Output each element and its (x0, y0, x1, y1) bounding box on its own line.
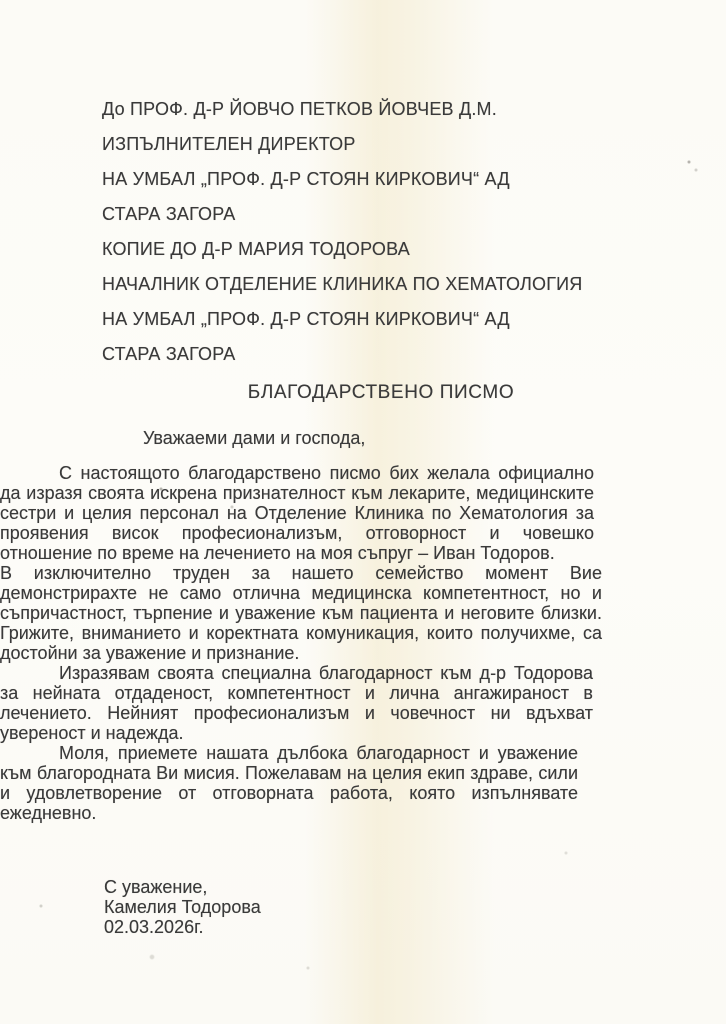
salutation: Уважаеми дами и господа, (143, 428, 366, 448)
signature-block (104, 877, 261, 937)
copy-line: КОПИЕ ДО Д-Р МАРИЯ ТОДОРОВА (102, 239, 410, 259)
signature-closing: С уважение, (104, 877, 208, 897)
recipient-line: До ПРОФ. Д-Р ЙОВЧО ПЕТКОВ ЙОВЧЕВ Д.М. (102, 99, 497, 119)
letter-body (0, 463, 726, 823)
copy-line: СТАРА ЗАГОРА (102, 344, 236, 364)
recipient-line: НА УМБАЛ „ПРОФ. Д-Р СТОЯН КИРКОВИЧ“ АД (102, 169, 510, 189)
copy-line: НАЧАЛНИК ОТДЕЛЕНИЕ КЛИНИКА ПО ХЕМАТОЛОГИЯ (102, 274, 583, 294)
recipient-line: СТАРА ЗАГОРА (102, 204, 236, 224)
copy-recipient-block (102, 232, 582, 372)
letter-title: БЛАГОДАРСТВЕНО ПИСМО (247, 382, 515, 403)
paragraph-gratitude: С настоящото благодарствено писмо бих желала официално да изразя своята искрена признателност към лекарите, медицинските сестри и целия персонал на Отделение Клиника по Хематология за проявения висок професионализъм, отговорност и човешко отношение по време на лечението на моя съпруг – Иван Тодоров. (0, 463, 594, 563)
signature-name: Камелия Тодорова (104, 897, 261, 917)
recipient-block (102, 92, 510, 232)
recipient-line: ИЗПЪЛНИТЕЛЕН ДИРЕКТОР (102, 134, 356, 154)
paragraph-special-thanks: Изразявам своята специална благодарност към д-р Тодорова за нейната отдаденост, компетентност и лична ангажираност в лечението. Нейният професионализъм и човечност ни вдъхват увереност и надежда. (0, 663, 593, 743)
paragraph-difficult-moment: В изключително труден за нашето семейство момент Вие демонстрирахте не само отлична медицинска компетентност, но и съпричастност, търпение и уважение към пациента и неговите близки. Грижите, вниманието и коректната комуникация, които получихме, са достойни за уважение и признание. (0, 563, 602, 663)
paragraph-wishes: Моля, приемете нашата дълбока благодарност и уважение към благородната Ви мисия. Пожелавам на целия екип здраве, сили и удовлетворение от отговорната работа, която изпълнявате ежедневно. (0, 743, 578, 823)
copy-line: НА УМБАЛ „ПРОФ. Д-Р СТОЯН КИРКОВИЧ“ АД (102, 309, 510, 329)
signature-date: 02.03.2026г. (104, 917, 204, 937)
